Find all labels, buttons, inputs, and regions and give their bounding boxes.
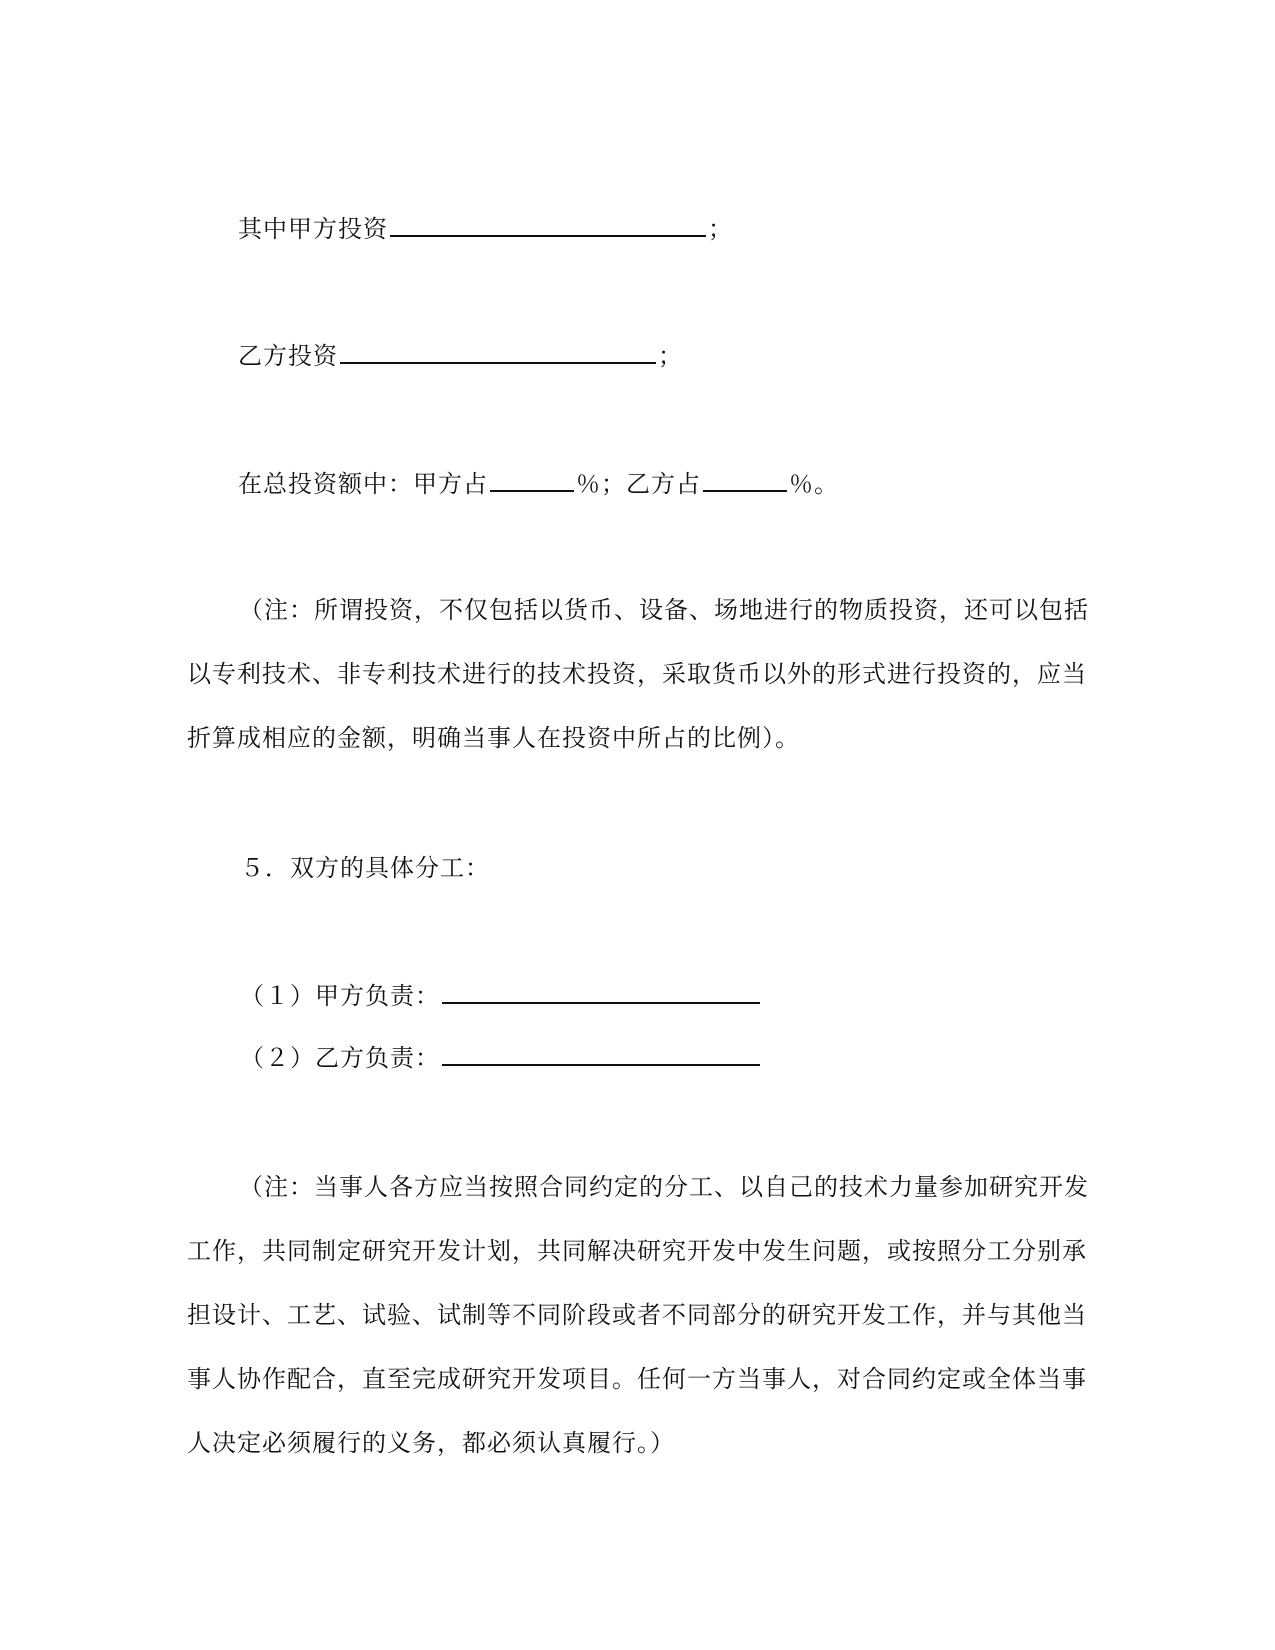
- party-b-duty-line: [240, 1042, 762, 1074]
- section-5-heading: ５．双方的具体分工：: [240, 854, 490, 882]
- division-note-line-2: 工作，共同制定研究开发计划，共同解决研究开发中发生问题，或按照分工分别承: [187, 1237, 1087, 1265]
- ratio-prefix: 在总投资额中：甲方占: [238, 470, 488, 498]
- party-b-investment-label: 乙方投资: [238, 342, 338, 370]
- party-a-duty-line: [240, 980, 762, 1012]
- party-a-ratio-blank[interactable]: [490, 468, 574, 492]
- investment-note-line-1: （注：所谓投资，不仅包括以货币、设备、场地进行的物质投资，还可以包括: [239, 596, 1089, 624]
- party-b-investment-blank[interactable]: [340, 340, 656, 364]
- party-b-ratio-blank[interactable]: [703, 468, 787, 492]
- investment-note-line-2: 以专利技术、非专利技术进行的技术投资，采取货币以外的形式进行投资的，应当: [187, 660, 1087, 688]
- party-a-investment-line: [238, 213, 733, 245]
- division-note-line-1: （注：当事人各方应当按照合同约定的分工、以自己的技术力量参加研究开发: [239, 1173, 1089, 1201]
- division-note: [187, 1155, 1087, 1475]
- party-a-duty-blank[interactable]: [442, 980, 760, 1004]
- investment-ratio-line: [238, 468, 839, 500]
- party-b-investment-line: [238, 340, 683, 372]
- party-a-investment-label: 其中甲方投资: [238, 215, 388, 243]
- party-a-investment-end: ；: [708, 215, 733, 243]
- party-a-duty-label: （１）甲方负责：: [240, 982, 440, 1010]
- party-b-duty-blank[interactable]: [442, 1042, 760, 1066]
- party-a-investment-blank[interactable]: [390, 213, 706, 237]
- division-note-line-4: 事人协作配合，直至完成研究开发项目。任何一方当事人，对合同约定或全体当事: [187, 1365, 1087, 1393]
- party-b-investment-end: ；: [658, 342, 683, 370]
- division-note-line-3: 担设计、工艺、试验、试制等不同阶段或者不同部分的研究开发工作，并与其他当: [187, 1301, 1087, 1329]
- ratio-end: ％。: [789, 470, 839, 498]
- investment-note-line-3: 折算成相应的金额，明确当事人在投资中所占的比例）。: [187, 724, 800, 752]
- party-b-duty-label: （２）乙方负责：: [240, 1044, 440, 1072]
- division-note-line-5: 人决定必须履行的义务，都必须认真履行。）: [187, 1429, 675, 1457]
- investment-note: [187, 578, 1087, 770]
- ratio-mid: ％；乙方占: [576, 470, 701, 498]
